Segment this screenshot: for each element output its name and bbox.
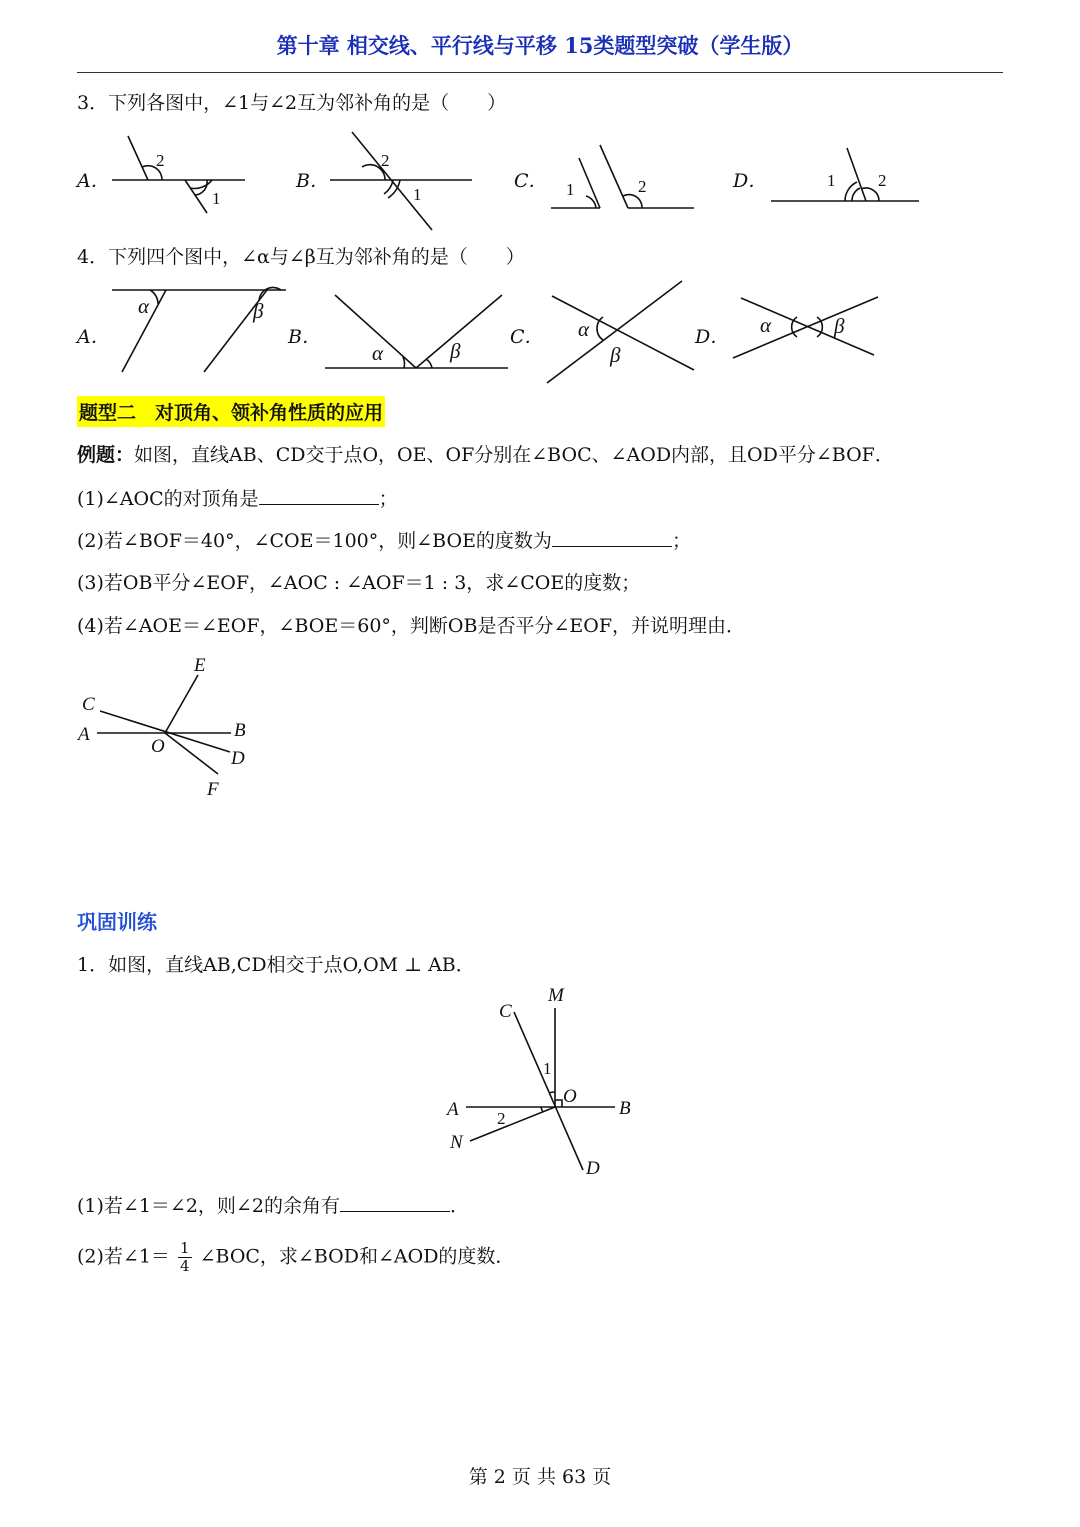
question-3: 3．下列各图中，∠1与∠2互为邻补角的是（ ） [77, 92, 507, 114]
example-part-1-text: (1)∠AOC的对顶角是 [77, 488, 259, 510]
practice-sub-2 [77, 1240, 514, 1275]
q3-figure-d [771, 148, 919, 201]
example-part-2-end: ； [671, 530, 691, 552]
ex-label-f: F [207, 779, 219, 800]
fraction-numerator: 1 [179, 1239, 190, 1257]
practice-sub-2-prefix: (2)若∠1＝ [77, 1245, 170, 1268]
q3-figure-a [112, 136, 245, 213]
answer-blank-2[interactable] [552, 528, 672, 547]
answer-blank-3[interactable] [340, 1193, 450, 1212]
q3c-label-1: 1 [566, 180, 575, 199]
q3d-label-1: 1 [827, 171, 836, 190]
practice-question-1: 1．如图，直线AB,CD相交于点O,OM ⊥ AB． [77, 954, 475, 976]
q3-figure-b [330, 132, 472, 230]
example-part-2-text: (2)若∠BOF＝40°，∠COE＝100°，则∠BOE的度数为 [77, 530, 552, 552]
fraction-one-quarter [178, 1240, 192, 1275]
fraction-denominator: 4 [179, 1257, 190, 1275]
q3c-label-2: 2 [638, 177, 647, 196]
pr-angle-2: 2 [497, 1109, 506, 1128]
example-part-1 [77, 484, 398, 511]
q4-figure-d [733, 297, 878, 358]
q3-option-b-label: B． [296, 170, 329, 192]
example-figure [97, 675, 231, 774]
pr-label-d: D [586, 1158, 600, 1179]
q3-option-a-label: A． [77, 170, 110, 192]
q4-option-b-label: B． [288, 326, 321, 348]
q4-figure-c [547, 281, 694, 383]
q4-option-c-label: C． [510, 326, 544, 348]
section-heading-type-2: 题型二 对顶角、领补角性质的应用 [77, 396, 385, 427]
q3-option-d-label: D． [733, 170, 768, 192]
q3a-label-1: 1 [212, 189, 221, 208]
q4d-beta: β [834, 314, 845, 338]
pr-label-m: M [548, 985, 564, 1006]
practice-heading: 巩固训练 [77, 910, 157, 934]
q4-figure-b [325, 295, 508, 368]
q3-option-c-label: C． [514, 170, 548, 192]
q3b-label-1: 1 [413, 185, 422, 204]
q4c-alpha: α [578, 317, 590, 341]
ex-label-d: D [231, 748, 245, 769]
q4c-beta: β [610, 343, 621, 367]
question-4: 4．下列四个图中，∠α与∠β互为邻补角的是（ ） [77, 246, 525, 268]
example-intro-text: 如图，直线AB、CD交于点O，OE、OF分别在∠BOC、∠AOD内部，且OD平分∠BOF． [134, 444, 894, 466]
example-part-1-end: ； [378, 488, 398, 510]
example-part-2 [77, 526, 691, 553]
q4a-beta: β [253, 299, 264, 323]
pr-label-n: N [450, 1132, 463, 1153]
example-part-3: (3)若OB平分∠EOF，∠AOC : ∠AOF＝1 : 3，求∠COE的度数； [77, 572, 641, 594]
ex-label-b: B [234, 720, 246, 741]
page-footer: 第 2 页 共 63 页 [468, 1466, 612, 1488]
q4b-alpha: α [372, 341, 384, 365]
q4-option-a-label: A． [77, 326, 110, 348]
practice-sub-2-suffix: ∠BOC，求∠BOD和∠AOD的度数． [199, 1245, 515, 1268]
example-part-4: (4)若∠AOE＝∠EOF，∠BOE＝60°，判断OB是否平分∠EOF，并说明理由． [77, 615, 745, 637]
pr-label-a: A [447, 1099, 459, 1120]
example-intro [77, 440, 1037, 467]
q3a-label-2: 2 [156, 151, 165, 170]
q4d-alpha: α [760, 313, 772, 337]
q4b-beta: β [450, 339, 461, 363]
q4a-alpha: α [138, 294, 150, 318]
ex-label-o: O [151, 736, 165, 757]
practice-sub-1-end: ． [449, 1195, 469, 1217]
ex-label-c: C [82, 694, 95, 715]
q4-option-d-label: D． [695, 326, 730, 348]
example-prefix: 例题： [77, 444, 135, 466]
page-header-title: 第十章 相交线、平行线与平移 15类题型突破（学生版） [276, 33, 804, 58]
q3d-label-2: 2 [878, 171, 887, 190]
q3b-label-2: 2 [381, 151, 390, 170]
pr-angle-1: 1 [543, 1059, 552, 1078]
practice-sub-1-text: (1)若∠1＝∠2，则∠2的余角有 [77, 1195, 340, 1217]
pr-label-b: B [619, 1098, 631, 1119]
pr-label-o: O [563, 1086, 577, 1107]
pr-label-c: C [499, 1001, 512, 1022]
answer-blank-1[interactable] [259, 486, 379, 505]
practice-figure [466, 1008, 615, 1170]
ex-label-a: A [78, 724, 90, 745]
ex-label-e: E [194, 655, 206, 676]
practice-sub-1 [77, 1191, 469, 1218]
